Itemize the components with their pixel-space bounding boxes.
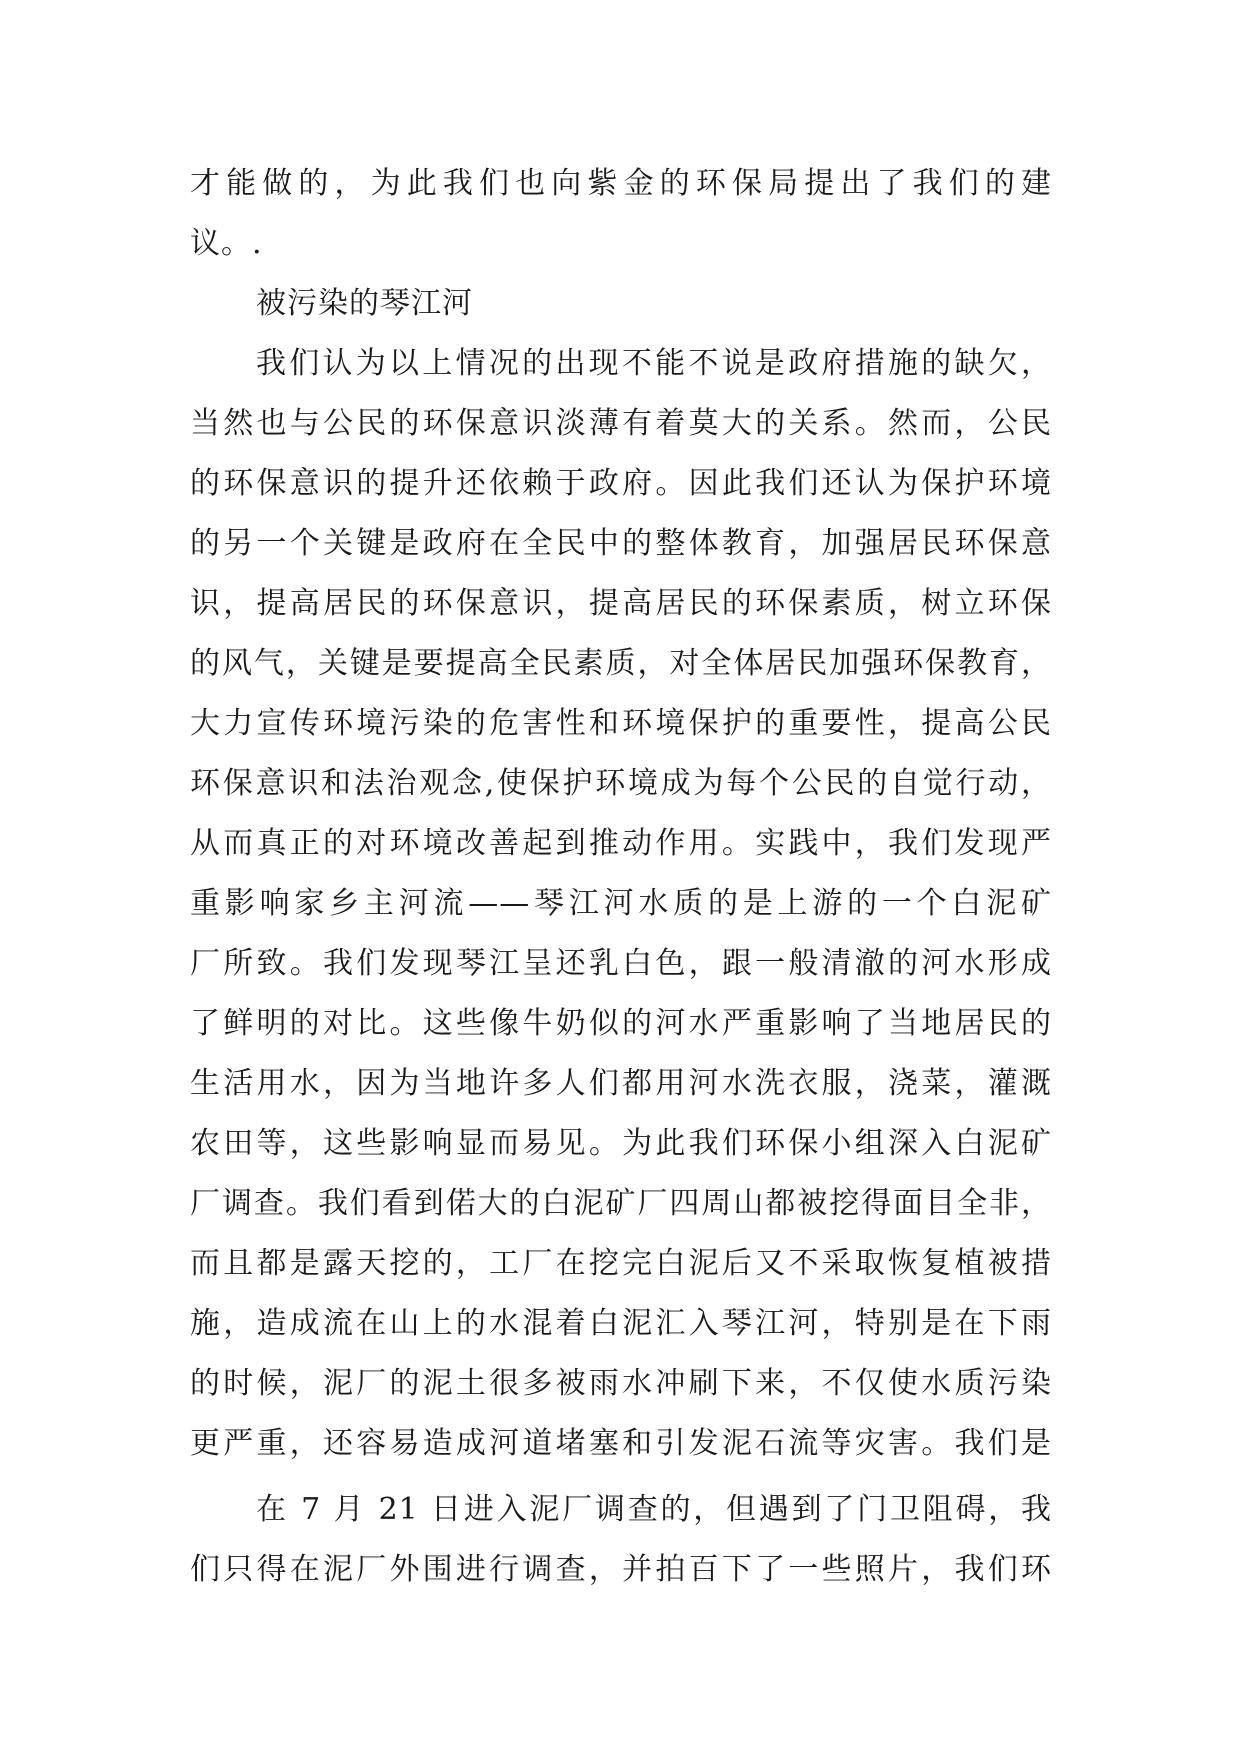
text-line: 更严重，还容易造成河道堵塞和引发泥石流等灾害。我们是 [190,1426,1052,1461]
text-line: 生活用水，因为当地许多人们都用河水洗衣服，浇菜，灌溉 [190,1066,1052,1101]
text-line: 而且都是露天挖的，工厂在挖完白泥后又不采取恢复植被措 [190,1246,1052,1281]
text-line: 重影响家乡主河流——琴江河水质的是上游的一个白泥矿 [190,886,1052,921]
text-line: 大力宣传环境污染的危害性和环境保护的重要性，提高公民 [190,706,1052,741]
text-line: 当然也与公民的环保意识淡薄有着莫大的关系。然而，公民 [190,406,1052,441]
text-line: 在 7 月 21 日进入泥厂调查的，但遇到了门卫阻碍，我 [256,1492,1052,1527]
text-line: 才能做的，为此我们也向紫金的环保局提出了我们的建 [190,166,1052,201]
text-line: 环保意识和法治观念,使保护环境成为每个公民的自觉行动， [190,766,1052,801]
text-line: 们只得在泥厂外围进行调查，并拍百下了一些照片，我们环 [190,1552,1052,1587]
paragraph-investigation [190,1488,1052,1608]
text-line: 议。. [190,226,263,261]
text-line: 的时候，泥厂的泥土很多被雨水冲刷下来，不仅使水质污染 [190,1366,1052,1401]
text-line: 农田等，这些影响显而易见。为此我们环保小组深入白泥矿 [190,1126,1052,1161]
text-line: 从而真正的对环境改善起到推动作用。实践中，我们发现严 [190,826,1052,861]
paragraph-main [190,342,1052,1482]
heading-line: 被污染的琴江河 [256,286,473,321]
text-line: 的环保意识的提升还依赖于政府。因此我们还认为保护环境 [190,466,1052,501]
text-line: 我们认为以上情况的出现不能不说是政府措施的缺欠， [256,346,1052,381]
text-line: 的风气，关键是要提高全民素质，对全体居民加强环保教育， [190,646,1052,681]
text-line: 施，造成流在山上的水混着白泥汇入琴江河，特别是在下雨 [190,1306,1052,1341]
text-line: 厂调查。我们看到偌大的白泥矿厂四周山都被挖得面目全非， [190,1186,1052,1221]
text-line: 识，提高居民的环保意识，提高居民的环保素质，树立环保 [190,586,1052,621]
document-page [190,162,1052,1608]
paragraph-continuation [190,162,1052,282]
text-line: 的另一个关键是政府在全民中的整体教育，加强居民环保意 [190,526,1052,561]
section-heading [190,282,1052,342]
text-line: 厂所致。我们发现琴江呈还乳白色，跟一般清澈的河水形成 [190,946,1052,981]
text-line: 了鲜明的对比。这些像牛奶似的河水严重影响了当地居民的 [190,1006,1052,1041]
